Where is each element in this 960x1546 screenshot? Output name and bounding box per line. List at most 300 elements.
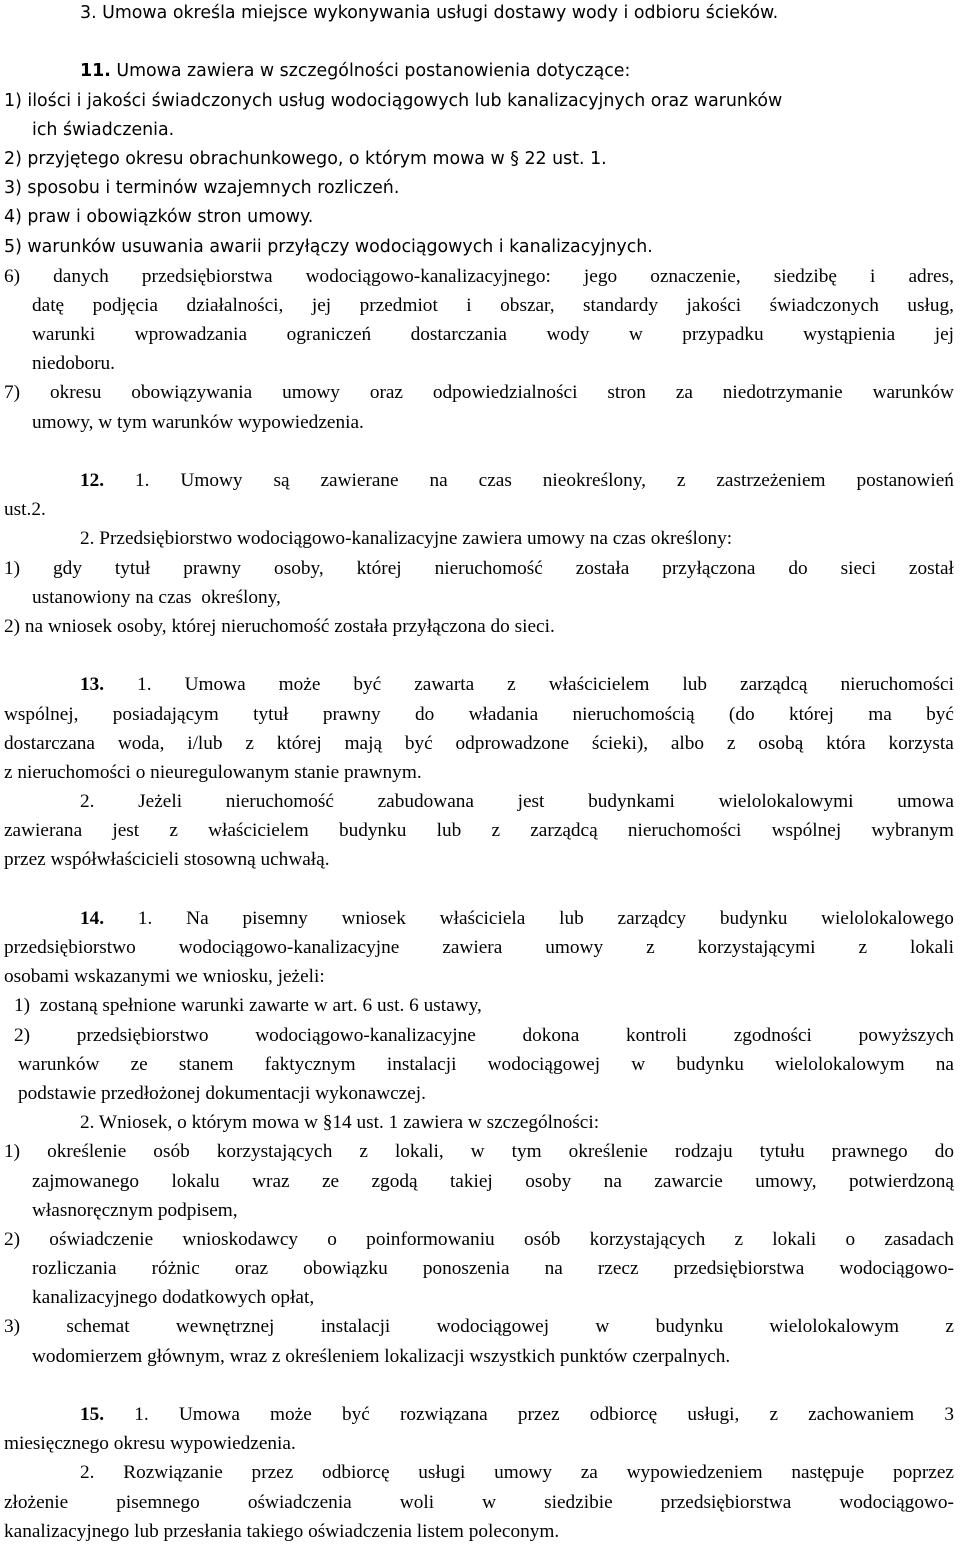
word: budynkami — [588, 791, 675, 813]
word: być — [353, 674, 382, 696]
text-line — [4, 729, 954, 758]
text-line — [4, 1254, 954, 1283]
line-content — [80, 1108, 954, 1137]
line-content — [4, 1429, 954, 1458]
word: oraz — [369, 382, 403, 404]
word: zgodą — [371, 1170, 418, 1192]
word: ścieki), — [591, 732, 649, 754]
line-text: kanalizacyjnego lub przesłania takiego oświadczenia listem poleconym. — [4, 1520, 560, 1542]
text-line — [4, 1312, 954, 1341]
text-line — [4, 1137, 954, 1166]
word: lokali — [772, 1228, 817, 1250]
line-content — [4, 845, 954, 874]
line-text: osobami wskazanymi we wniosku, jeżeli: — [4, 966, 325, 988]
word: albo — [670, 732, 705, 754]
word: w — [482, 1491, 497, 1513]
word: ze — [130, 1053, 148, 1075]
word: przedsiębiorstwo — [4, 937, 136, 958]
line-text: 3. Umowa określa miejsce wykonywania usługi dostawy wody i odbioru ścieków. — [80, 3, 779, 23]
word: jest — [112, 820, 140, 842]
line-content — [4, 758, 954, 787]
word: ma — [868, 703, 892, 725]
justified-line — [4, 1488, 954, 1517]
word: zajmowanego — [32, 1170, 140, 1192]
word: potwierdzoną — [849, 1170, 954, 1192]
word: wniosek — [341, 907, 406, 929]
word: dostarczania — [410, 324, 507, 346]
word: wnioskodawcy — [182, 1228, 299, 1250]
paragraph-spacer — [4, 437, 954, 466]
word: osób — [523, 1228, 561, 1250]
word: 2. — [80, 1462, 95, 1484]
word: wodociągowo-kanalizacyjne — [178, 937, 400, 958]
word: przypadku — [682, 324, 764, 346]
text-line — [4, 145, 954, 174]
word: takiej — [449, 1170, 493, 1192]
word: na — [429, 470, 448, 491]
text-line — [4, 904, 954, 933]
word: 1. — [135, 470, 150, 491]
word: wielolokalowymi — [718, 791, 854, 813]
line-content — [18, 1079, 954, 1108]
word: odbiorcę — [322, 1462, 390, 1484]
text-line — [4, 87, 954, 116]
word: za — [675, 382, 693, 404]
word: usług, — [907, 294, 954, 316]
text-line — [4, 378, 954, 407]
justified-line — [80, 670, 954, 699]
word: umowy — [545, 937, 604, 958]
word: wody — [546, 324, 590, 346]
word: przedsiębiorstwo — [76, 1024, 209, 1046]
word: wybranym — [871, 820, 954, 842]
word: w — [628, 324, 643, 346]
word: różnic — [151, 1258, 200, 1280]
word: zarządcą — [740, 674, 808, 696]
text-line — [4, 991, 954, 1020]
word: do — [934, 1141, 954, 1163]
word: następuje — [791, 1462, 865, 1484]
word: Na — [186, 907, 209, 929]
word: została — [575, 557, 630, 579]
word: zawiera — [442, 937, 503, 958]
word: prawnego — [831, 1141, 908, 1163]
word: powyższych — [858, 1024, 954, 1046]
word: w — [470, 1141, 485, 1163]
word: wielolokalowego — [821, 907, 954, 929]
word: o — [845, 1228, 856, 1250]
text-line — [4, 0, 954, 28]
word: rodzaju — [674, 1141, 733, 1163]
line-text: miesięcznego okresu wypowiedzenia. — [4, 1433, 296, 1455]
word: której — [788, 703, 834, 725]
word: wewnętrznej — [175, 1316, 275, 1338]
line-text: ustanowiony na czas określony, — [32, 586, 281, 608]
word: której — [276, 732, 322, 754]
line-content — [32, 583, 954, 612]
word: wodociągowo-kanalizacyjne — [255, 1024, 476, 1046]
word: jej — [311, 294, 332, 316]
word: Rozwiązanie — [123, 1462, 223, 1484]
justified-line — [80, 1458, 954, 1487]
word: wodociągowej — [487, 1053, 601, 1075]
word: jej — [934, 324, 954, 346]
text-line — [4, 1429, 954, 1458]
word: na — [544, 1258, 563, 1280]
word: usługi, — [687, 1404, 740, 1425]
word: lub — [436, 820, 462, 842]
text-line — [4, 466, 954, 495]
word: z — [245, 732, 254, 754]
word: gdy — [53, 557, 82, 579]
line-content — [32, 1196, 954, 1225]
line-content — [4, 174, 954, 203]
word: niedotrzymanie — [722, 382, 843, 404]
word: warunki — [32, 324, 96, 346]
word: zawarcie — [654, 1170, 723, 1192]
text-line — [4, 1400, 954, 1429]
text-line — [4, 612, 954, 641]
justified-line — [80, 904, 954, 933]
word: odpowiedzialności — [432, 382, 578, 404]
text-line — [4, 495, 954, 524]
text-line — [4, 962, 954, 991]
line-text: własnoręcznym podpisem, — [32, 1199, 238, 1221]
word: do — [414, 703, 435, 725]
word: umowy — [494, 1462, 552, 1484]
text-line — [4, 1342, 954, 1371]
word: może — [270, 1404, 312, 1425]
text-line — [4, 233, 954, 262]
justified-line — [80, 1400, 954, 1429]
word: do — [788, 557, 808, 579]
word: przedmiot — [359, 294, 438, 316]
word: nieruchomością — [572, 703, 695, 725]
paragraph-spacer — [4, 875, 954, 904]
line-content — [4, 87, 954, 116]
word: zachowaniem — [808, 1404, 915, 1425]
word: odbiorcę — [589, 1404, 658, 1425]
paragraph-spacer — [4, 28, 954, 57]
line-content — [80, 0, 954, 28]
word: kontroli — [625, 1024, 688, 1046]
word: woli — [399, 1491, 435, 1513]
word: z — [507, 674, 516, 696]
word: oznaczenie, — [650, 265, 741, 287]
text-line — [4, 291, 954, 320]
line-content — [32, 1342, 954, 1371]
word: danych — [53, 265, 109, 287]
word: rozliczania — [32, 1258, 117, 1280]
word: 1. — [134, 1404, 149, 1425]
section-number: 11. — [80, 61, 111, 82]
word: budynku — [338, 820, 407, 842]
word: zawierana — [4, 820, 83, 842]
word: o — [327, 1228, 337, 1250]
word: wystąpienia — [803, 324, 896, 346]
word: jego — [583, 265, 618, 287]
word: wodociągowej — [436, 1316, 550, 1338]
word: przez — [517, 1404, 560, 1425]
text-line — [4, 1225, 954, 1254]
text-line — [4, 700, 954, 729]
word: Umowa — [178, 1404, 240, 1425]
line-text: 3) sposobu i terminów wzajemnych rozliczeń. — [4, 178, 400, 199]
line-text: 1) ilości i jakości świadczonych usług wodociągowych lub kanalizacyjnych oraz warunków — [4, 90, 783, 111]
word: 7) — [4, 382, 21, 404]
word: właściciela — [439, 907, 526, 929]
word: 2. — [80, 791, 95, 813]
word: są — [273, 470, 290, 491]
text-line — [4, 203, 954, 232]
line-text: kanalizacyjnego dodatkowych opłat, — [32, 1287, 315, 1309]
word: (do — [728, 703, 755, 725]
word: instalacji — [320, 1316, 391, 1338]
word: Umowy — [180, 470, 243, 491]
word: wspólnej — [771, 820, 842, 842]
justified-line — [80, 787, 954, 816]
word: określenie — [47, 1141, 127, 1163]
word: przedsiębiorstwa — [141, 265, 273, 287]
word: 6) — [4, 265, 21, 287]
word: właścicielem — [208, 820, 309, 842]
word: datę — [32, 294, 65, 316]
word: władania — [468, 703, 539, 725]
line-content — [4, 495, 954, 524]
word: 3 — [944, 1404, 954, 1425]
line-text: podstawie przedłożonej dokumentacji wykonawczej. — [18, 1082, 426, 1104]
text-line — [4, 1050, 954, 1079]
text-line — [4, 787, 954, 816]
text-line — [4, 1167, 954, 1196]
word: wielolokalowym — [769, 1316, 900, 1338]
justified-line — [4, 378, 954, 407]
word: nieruchomości — [627, 820, 742, 842]
justified-line — [4, 816, 954, 845]
word: wspólnej, — [4, 703, 79, 725]
text-line — [4, 1458, 954, 1487]
justified-line — [4, 554, 954, 583]
text-line — [4, 1079, 954, 1108]
text-line — [4, 262, 954, 291]
word: lokali, — [394, 1141, 444, 1163]
line-content — [80, 57, 954, 86]
word: budynku — [719, 907, 788, 929]
justified-line — [4, 933, 954, 962]
word: lokali — [910, 937, 954, 958]
line-content — [14, 991, 954, 1020]
word: lokalu — [171, 1170, 220, 1192]
text-line — [4, 1488, 954, 1517]
word: oraz — [234, 1258, 269, 1280]
word: i — [870, 265, 876, 287]
word: z — [359, 1141, 368, 1163]
line-content — [4, 233, 954, 262]
word: złożenie — [4, 1491, 69, 1513]
word: lub — [559, 907, 584, 929]
word: zarządcą — [530, 820, 598, 842]
word: za — [580, 1462, 598, 1484]
word: na — [935, 1053, 954, 1075]
line-content — [80, 524, 954, 553]
word: zgodności — [733, 1024, 812, 1046]
word: ponoszenia — [422, 1258, 510, 1280]
line-text: 1) zostaną spełnione warunki zawarte w art. 6 ust. 6 ustawy, — [14, 995, 482, 1017]
justified-line — [14, 1021, 954, 1050]
word: nieruchomości — [840, 674, 954, 696]
word: zawarta — [414, 674, 475, 696]
word: instalacji — [386, 1053, 457, 1075]
word: przyłączona — [662, 557, 756, 579]
text-line — [4, 583, 954, 612]
word: 1) — [4, 1141, 21, 1163]
word: wodociągowo- — [839, 1491, 954, 1513]
word: może — [278, 674, 321, 696]
word: ze — [321, 1170, 340, 1192]
word: lub — [682, 674, 708, 696]
line-text: ust.2. — [4, 499, 46, 521]
word: przedsiębiorstwa — [673, 1258, 805, 1280]
word: korzystających — [589, 1228, 706, 1250]
word: wprowadzania — [134, 324, 248, 346]
text-line — [4, 1021, 954, 1050]
line-content — [4, 962, 954, 991]
word: korzysta — [888, 732, 954, 754]
word: schemat — [66, 1316, 130, 1338]
line-text: Umowa zawiera w szczególności postanowienia dotyczące: — [110, 61, 631, 82]
text-line — [4, 57, 954, 86]
justified-line — [4, 1312, 954, 1341]
word: korzystającymi — [697, 937, 816, 958]
word: w — [631, 1053, 646, 1075]
word: przedsiębiorstwa — [660, 1491, 792, 1513]
word: pisemny — [242, 907, 308, 929]
text-line — [4, 174, 954, 203]
word: zarządcy — [617, 907, 687, 929]
word: wodociągowo- — [839, 1258, 954, 1280]
line-content — [4, 203, 954, 232]
line-content — [4, 145, 954, 174]
word: z — [169, 820, 178, 842]
word: w — [595, 1316, 610, 1338]
justified-line — [80, 466, 954, 495]
word: usługi — [418, 1462, 466, 1484]
word: budynku — [655, 1316, 724, 1338]
word: pisemnego — [116, 1491, 200, 1513]
word: podjęcia — [92, 294, 158, 316]
line-text: ich świadczenia. — [32, 119, 175, 140]
word: budynku — [676, 1053, 744, 1075]
word: stron — [607, 382, 646, 404]
word: nieruchomość — [225, 791, 334, 813]
word: tytułu — [759, 1141, 805, 1163]
word: prawny — [322, 703, 381, 725]
word: jest — [517, 791, 545, 813]
word: której — [356, 557, 402, 579]
word: dostarczana — [4, 732, 95, 754]
word: zawierane — [320, 470, 399, 491]
text-line — [4, 670, 954, 699]
line-text: 2) na wniosek osoby, której nieruchomość została przyłączona do sieci. — [4, 615, 555, 637]
text-line — [4, 320, 954, 349]
word: właścicielem — [548, 674, 650, 696]
word: zabudowana — [377, 791, 474, 813]
line-text: 2. Przedsiębiorstwo wodociągowo-kanalizacyjne zawiera umowy na czas określony: — [80, 528, 733, 550]
justified-line — [32, 320, 954, 349]
text-line — [4, 1196, 954, 1225]
word: czas — [478, 470, 512, 491]
document-page — [4, 0, 954, 1546]
text-line — [4, 116, 954, 145]
word: wielolokalowym — [775, 1053, 905, 1075]
word: oświadczenie — [49, 1228, 154, 1250]
word: warunków — [872, 382, 954, 404]
word: adres, — [908, 265, 954, 287]
justified-line — [18, 1050, 954, 1079]
word: z — [676, 470, 686, 491]
word: ograniczeń — [286, 324, 372, 346]
word: wypowiedzeniem — [626, 1462, 763, 1484]
text-line — [4, 845, 954, 874]
line-content — [32, 1283, 954, 1312]
word: osoby — [525, 1170, 572, 1192]
line-text: 2) przyjętego okresu obrachunkowego, o którym mowa w § 22 ust. 1. — [4, 148, 607, 169]
word: odprowadzone — [455, 732, 570, 754]
word: z — [945, 1316, 954, 1338]
word: z — [769, 1404, 779, 1425]
word: przez — [251, 1462, 294, 1484]
text-line — [4, 1283, 954, 1312]
word: określenie — [568, 1141, 648, 1163]
word: z — [646, 937, 655, 958]
justified-line — [32, 1254, 954, 1283]
word: posiadającym — [112, 703, 219, 725]
word: rozwiązana — [399, 1404, 488, 1425]
word: poprzez — [892, 1462, 954, 1484]
text-line — [4, 933, 954, 962]
text-line — [4, 816, 954, 845]
word: 1. — [137, 907, 153, 929]
line-text: z nieruchomości o nieuregulowanym stanie prawnym. — [4, 761, 422, 783]
text-line — [4, 349, 954, 378]
word: z — [858, 937, 868, 958]
line-content — [32, 408, 954, 437]
word: umowa — [897, 791, 954, 813]
word: zasadach — [884, 1228, 954, 1250]
section-number: 15. — [80, 1404, 105, 1425]
justified-line — [32, 291, 954, 320]
word: oświadczenia — [247, 1491, 352, 1513]
justified-line — [32, 1167, 954, 1196]
line-text: 2. Wniosek, o którym mowa w §14 ust. 1 zawiera w szczególności: — [80, 1112, 600, 1134]
line-text: 4) praw i obowiązków stron umowy. — [4, 207, 314, 228]
text-line — [4, 1517, 954, 1546]
paragraph-spacer — [4, 1371, 954, 1400]
word: Umowa — [184, 674, 246, 696]
word: siedzibie — [544, 1491, 613, 1513]
justified-line — [4, 700, 954, 729]
word: 3) — [4, 1316, 21, 1338]
word: wodociągowo-kanalizacyjnego: — [305, 265, 551, 287]
justified-line — [4, 1225, 954, 1254]
word: wraz — [252, 1170, 290, 1192]
word: okresu — [49, 382, 102, 404]
word: korzystających — [216, 1141, 333, 1163]
word: 2) — [4, 1228, 21, 1250]
word: Jeżeli — [138, 791, 183, 813]
section-number: 12. — [80, 470, 105, 491]
word: obowiązywania — [131, 382, 253, 404]
